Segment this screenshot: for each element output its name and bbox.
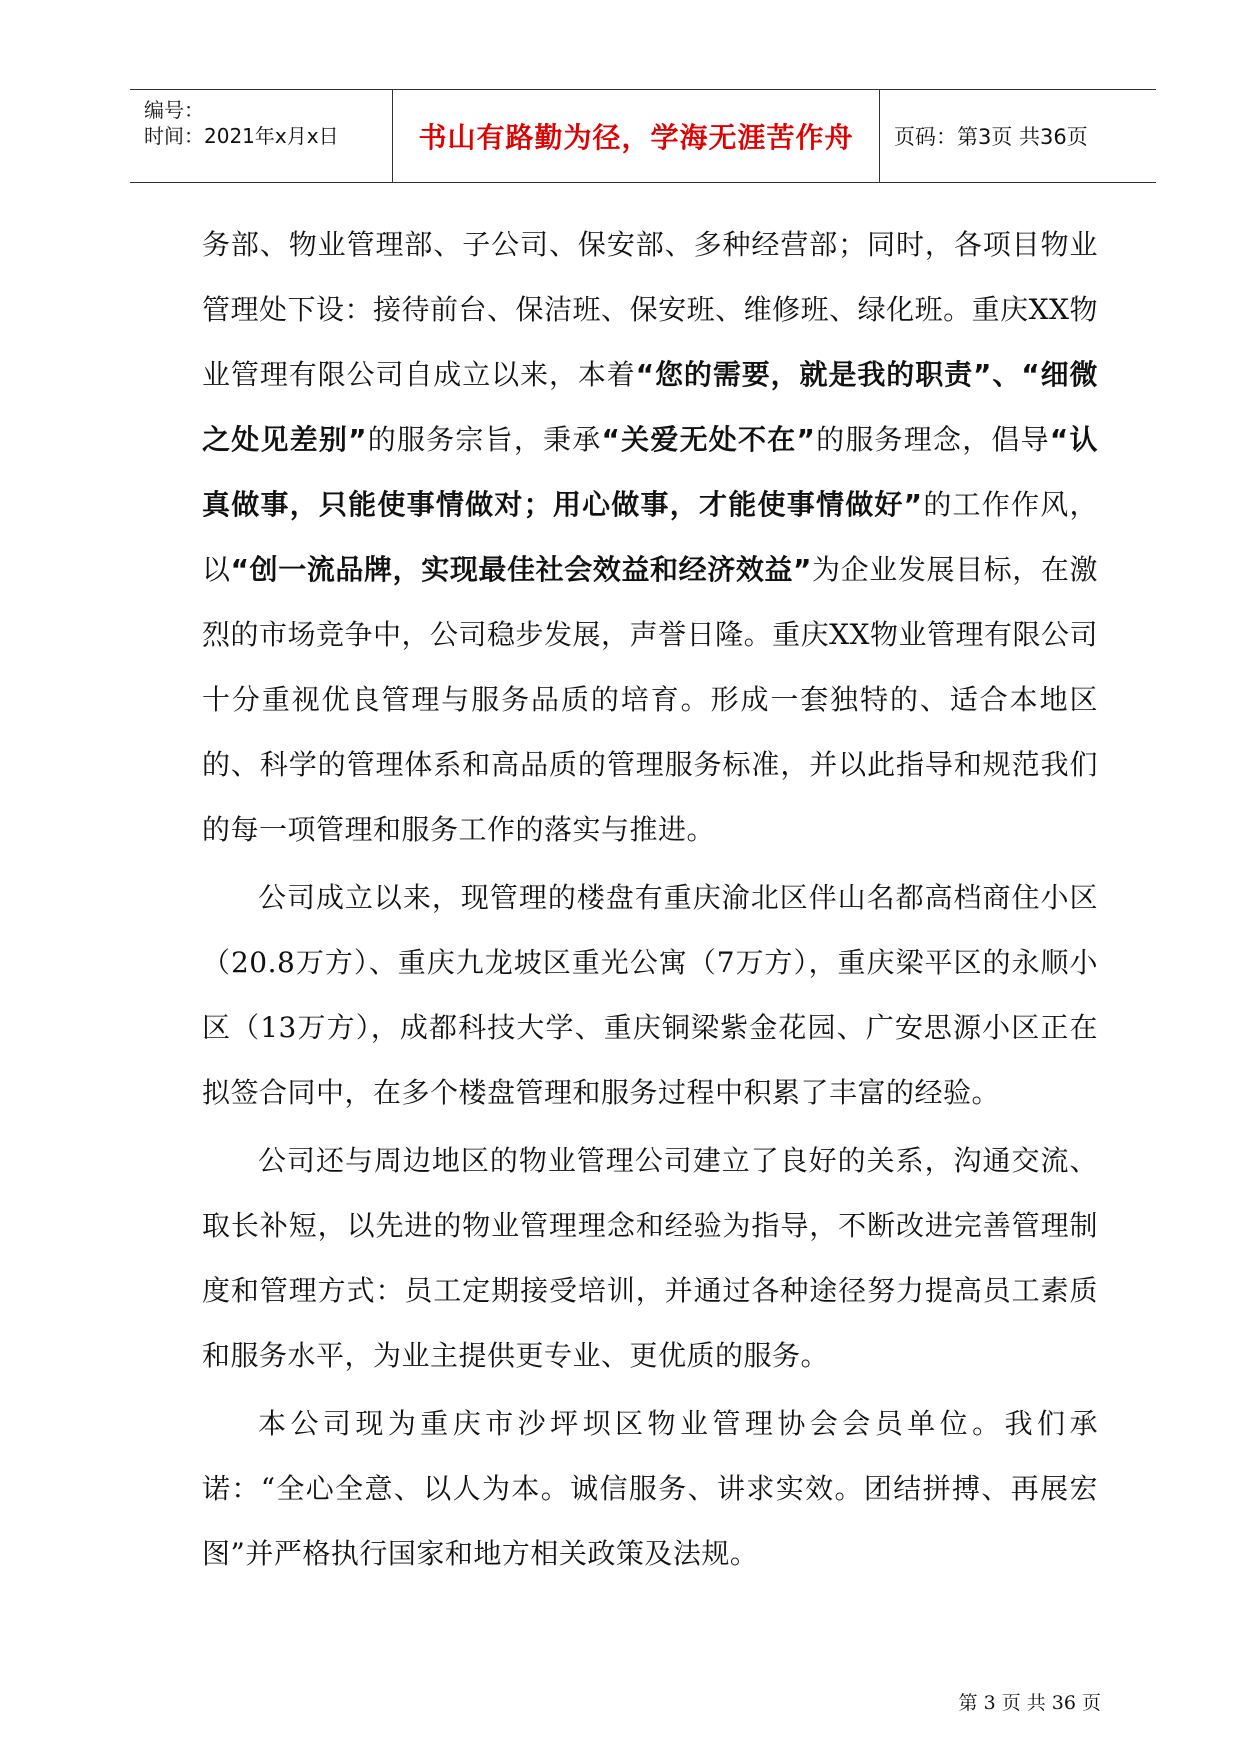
text-run: 为企业发展目标，在激烈的市场竞争中，公司稳步发展，声誉日隆。重庆XX物业管理有限公司十分重视优良管理与服务品质的培育。形成一套独特的、适合本地区的、科学的管理体系和高品质的管理服务标准，并以此指导和规范我们的每一项管理和服务工作的落实与推进。 (202, 553, 1098, 846)
paragraph (202, 1391, 1098, 1586)
text-run: 的服务宗旨，秉承 (367, 423, 602, 456)
text-run: 公司成立以来，现管理的楼盘有重庆渝北区伴山名都高档商住小区（20.8万方）、重庆九龙坡区重光公寓（7万方），重庆梁平区的永顺小区（13万方），成都科技大学、重庆铜梁紫金花园、广安思源小区正在拟签合同中，在多个楼盘管理和服务过程中积累了丰富的经验。 (202, 881, 1098, 1109)
header-page-code: 页码：第3页 共36页 (894, 125, 1088, 149)
header-motto: 书山有路勤为径，学海无涯苦作舟 (418, 121, 854, 154)
text-run: 本公司现为重庆市沙坪坝区物业管理协会会员单位。我们承诺：“全心全意、以人为本。诚信服务、讲求实效。团结拼搏、再展宏图”并严格执行国家和地方相关政策及法规。 (202, 1407, 1098, 1570)
bold-text: “认真做事，只能使事情做对；用心做事，才能使事情做好” (202, 423, 1098, 521)
bold-text: “创一流品牌，实现最佳社会效益和经济效益” (230, 553, 812, 586)
text-run: 的工作作风，以 (202, 488, 1098, 586)
document-time-label: 时间：2021年x月x日 (144, 124, 339, 148)
paragraph (202, 212, 1098, 862)
header-meta-cell (130, 90, 392, 182)
paragraph (202, 865, 1098, 1125)
text-run: 公司还与周边地区的物业管理公司建立了良好的关系，沟通交流、取长补短，以先进的物业管理理念和经验为指导，不断改进完善管理制度和管理方式：员工定期接受培训，并通过各种途径努力提高员工素质和服务水平，为业主提供更专业、更优质的服务。 (202, 1144, 1098, 1372)
bold-text: “关爱无处不在” (601, 423, 816, 456)
document-body (202, 212, 1098, 1586)
bold-text: “您的需要，就是我的职责”、“细微之处见差别” (202, 358, 1098, 456)
text-run: 务部、物业管理部、子公司、保安部、多种经营部；同时，各项目物业管理处下设：接待前台、保洁班、保安班、维修班、绿化班。重庆XX物业管理有限公司自成立以来，本着 (202, 228, 1098, 391)
text-run: 的服务理念，倡导 (815, 423, 1050, 456)
paragraph (202, 1128, 1098, 1388)
page-footer: 第 3 页 共 36 页 (958, 1692, 1101, 1714)
header-page-cell (880, 90, 1156, 182)
document-number-label: 编号： (144, 98, 204, 122)
header-motto-cell (392, 90, 880, 182)
page-header (130, 89, 1156, 183)
